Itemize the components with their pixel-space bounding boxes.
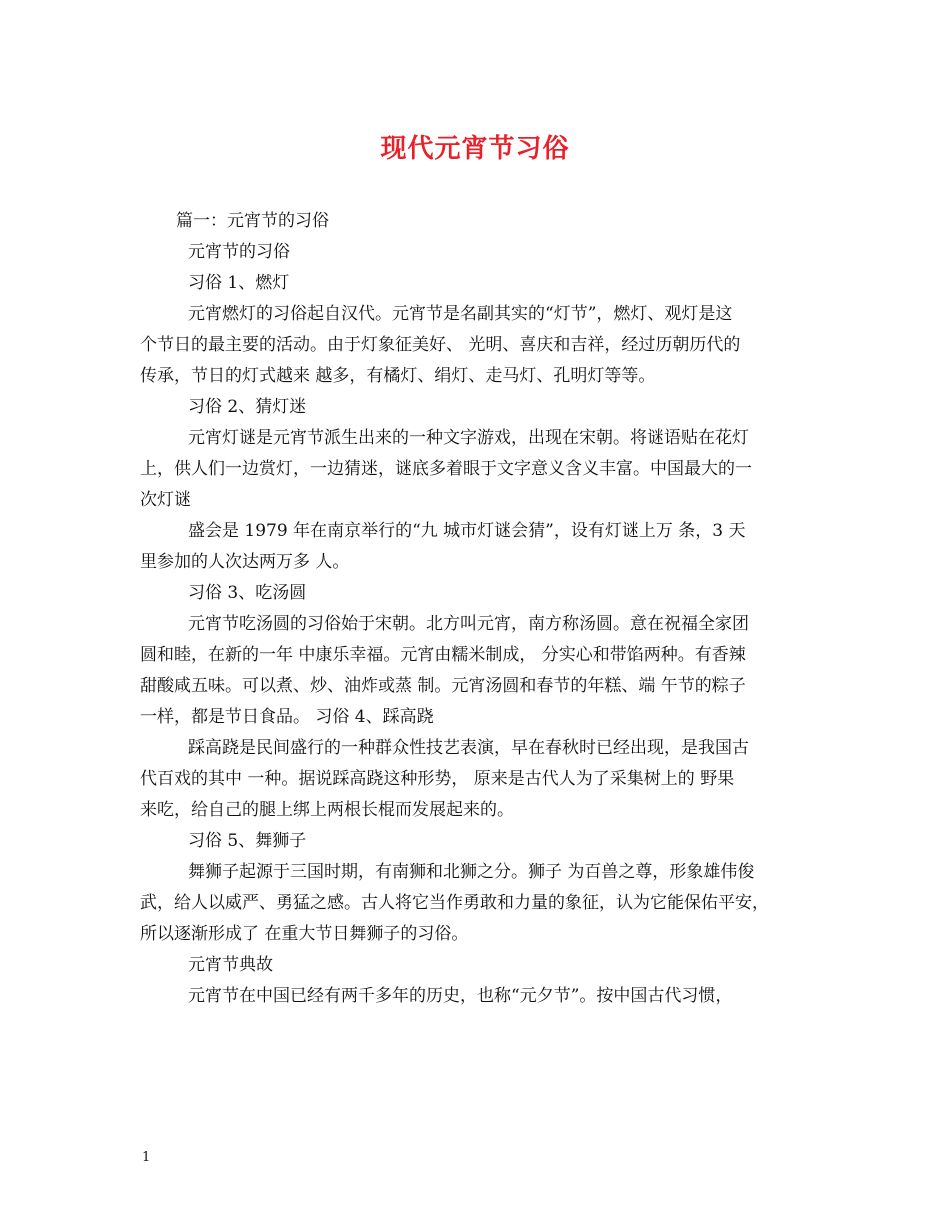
text-line: 元宵灯谜是元宵节派生出来的一种文字游戏，出现在宋朝。将谜语贴在花灯 — [188, 428, 749, 448]
text-line: 踩高跷是民间盛行的一种群众性技艺表演，早在春秋时已经出现，是我国古 — [188, 738, 749, 758]
document-body — [140, 206, 812, 1012]
text-line: 习俗 1、燃灯 — [188, 273, 290, 293]
text-line: 代百戏的其中 一种。据说踩高跷这种形势， 原来是古代人为了采集树上的 野果 — [140, 769, 735, 789]
text-line: 元宵节典故 — [188, 955, 273, 975]
text-line: 元宵节在中国已经有两千多年的历史，也称“元夕节”。按中国古代习惯， — [188, 986, 733, 1006]
text-line: 习俗 3、吃汤圆 — [188, 583, 307, 603]
text-line: 武，给人以威严、勇猛之感。古人将它当作勇敢和力量的象征，认为它能保佑平安， — [140, 893, 769, 913]
text-line: 次灯谜 — [140, 490, 191, 510]
text-line: 元宵节吃汤圆的习俗始于宋朝。北方叫元宵，南方称汤圆。意在祝福全家团 — [188, 614, 749, 634]
text-line: 盛会是 1979 年在南京举行的“九 城市灯谜会猜”，设有灯谜上万 条，3 天 — [188, 521, 746, 541]
text-line: 圆和睦，在新的一年 中康乐幸福。元宵由糯米制成， 分实心和带馅两种。有香辣 — [140, 645, 746, 665]
document-title: 现代元宵节习俗 — [380, 134, 570, 164]
text-line: 舞狮子起源于三国时期，有南狮和北狮之分。狮子 为百兽之尊，形象雄伟俊 — [188, 862, 755, 882]
text-line: 甜酸咸五味。可以煮、炒、油炸或蒸 制。元宵汤圆和春节的年糕、端 午节的粽子 — [140, 676, 746, 696]
text-line: 传承，节日的灯式越来 越多，有橘灯、绢灯、走马灯、孔明灯等等。 — [140, 366, 656, 386]
text-line: 篇一：元宵节的习俗 — [176, 211, 329, 231]
text-line: 元宵燃灯的习俗起自汉代。元宵节是名副其实的“灯节”，燃灯、观灯是这 — [188, 304, 733, 324]
text-line: 来吃，给自己的腿上绑上两根长棍而发展起来的。 — [140, 800, 514, 820]
text-line: 一样，都是节日食品。 习俗 4、踩高跷 — [140, 707, 434, 727]
text-line: 上，供人们一边赏灯，一边猜迷，谜底多着眼于文字意义含义丰富。中国最大的一 — [140, 459, 752, 479]
text-line: 个节日的最主要的活动。由于灯象征美好、 光明、喜庆和吉祥，经过历朝历代的 — [140, 335, 741, 355]
text-line: 里参加的人次达两万多 人。 — [140, 552, 350, 572]
text-line: 所以逐渐形成了 在重大节日舞狮子的习俗。 — [140, 924, 469, 944]
text-line: 习俗 5、舞狮子 — [188, 831, 307, 851]
text-line: 元宵节的习俗 — [188, 242, 290, 262]
page-number: 1 — [142, 1150, 151, 1165]
text-line: 习俗 2、猜灯迷 — [188, 397, 307, 417]
